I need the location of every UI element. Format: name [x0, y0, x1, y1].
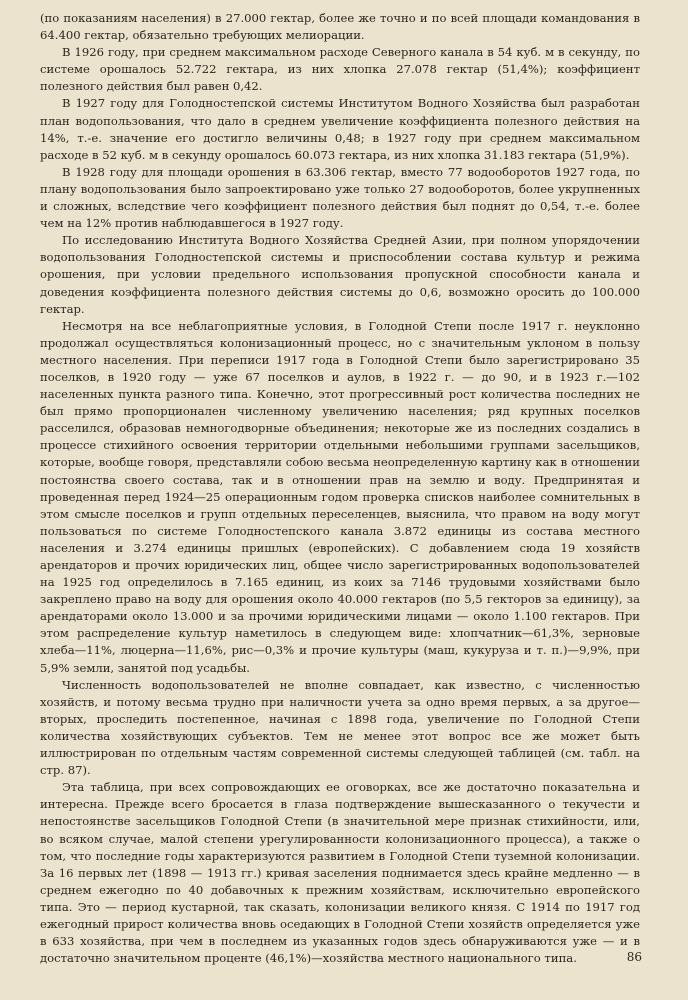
paragraph: Несмотря на все неблагоприятные условия, в Голодной Степи после 1917 г. неуклонно продолжал осуществляться колонизационный процесс, но с значительным уклоном в пользу местного населения. При переписи 1917 года в Голодной Степи было зарегистрировано 35 поселков, в 1920 году — уже 67 поселков и аулов, в 1922 г. — до 90, и в 1923 г.—102 населенных пункта разного типа. Конечно, этот прогрессивный рост количества последних не был прямо пропорционален численному увеличению населения; ряд крупных поселков расселился, образовав немногодворные объединения; некоторые же из последних создались в процессе стихийного освоения территории отдельными небольшими группами засельщиков, которые, вообще говоря, представляли собою весьма неопределенную картину как в отношении постоянства своего состава, так и в отношении прав на землю и воду. Предпринятая и проведенная перед 1924—25 операционным годом проверка списков наиболее сомнительных в этом смысле поселков и групп отдельных переселенцев, выяснила, что правом на воду могут пользоваться по системе Голодностепского канала 3.872 единицы из состава местного населения и 3.274 единицы пришлых (европейских). С добавлением сюда 19 хозяйств арендаторов и прочих юридических лиц, общее число зарегистрированных водопользователей на 1925 год определилось в 7.165 единиц, из коих за 7146 трудовыми хозяйствами было закреплено право на воду для орошения около 40.000 гектаров (по 5,5 гекторов за единицу), за арендаторами около 13.000 и за прочими юридическими лицами — около 1.100 гектаров. При этом распределение культур наметилось в следующем виде: хлопчатник—61,3%, зерновые хлеба—11%, люцерна—11,6%, рис—0,3% и прочие культуры (маш, кукуруза и т. п.)—9,9%, при 5,9% земли, занятой под усадьбы. — [40, 318, 640, 675]
body-text — [40, 10, 640, 967]
paragraph: По исследованию Института Водного Хозяйства Средней Азии, при полном упорядочении водопользования Голодностепской системы и приспособлении состава культур и режима орошения, при условии предельного использования пропускной способности канала и доведения коэффициента полезного действия системы до 0,6, возможно оросить до 100.000 гектар. — [40, 233, 640, 316]
paragraph: В 1927 году для Голодностепской системы Институтом Водного Хозяйства был разработан план водопользования, что дало в среднем увеличение коэффициента полезного действия на 14%, т.-е. значение его достигло величины 0,48; в 1927 году при среднем максимальном расходе в 52 куб. м в секунду орошалось 60.073 гектара, из них хлопка 31.183 гектара (51,9%). — [40, 96, 640, 162]
page-number: 86 — [626, 950, 642, 964]
paragraph: В 1926 году, при среднем максимальном расходе Северного канала в 54 куб. м в секунду, по системе орошалось 52.722 гектара, из них хлопка 27.078 гектар (51,4%); коэффициент полезного действия был равен 0,42. — [40, 45, 640, 94]
paragraph: (по показаниям населения) в 27.000 гектар, более же точно и по всей площади командования в 64.400 гектар, обязательно требующих мелиорации. — [40, 11, 640, 43]
paragraph: В 1928 году для площади орошения в 63.306 гектар, вместо 77 водооборотов 1927 года, по плану водопользования было запроектировано уже только 27 водооборотов, более укрупненных и сложных, вследствие чего коэффициент полезного действия был поднят до 0,54, т.-е. более чем на 12% против наблюдавшегося в 1927 году. — [40, 164, 640, 231]
paragraph: Эта таблица, при всех сопровождающих ее оговорках, все же достаточно показательна и интересна. Прежде всего бросается в глаза подтверждение вышесказанного о текучести и непостоянстве засельщиков Голодной Степи (в значительной мере признак стихийности, или, во всяком случае, малой степени урегулированности колонизационного процесса), а также о том, что последние годы характеризуются развитием в Голодной Степи туземной колонизации. За 16 первых лет (1898 — 1913 гг.) кривая заселения поднимается здесь крайне медленно — в среднем ежегодно по 40 добавочных к прежним хозяйствам, исключительно европейского типа. Это — период кустарной, так сказать, колонизации великого князя. С 1914 по 1917 год ежегодный прирост количества вновь оседающих в Голодной Степи хозяйств определяется уже в 633 хозяйства, при чем в последнем из указанных годов здесь обнаруживаются уже — и в достаточно значительном проценте (46,1%)—хозяйства местного национального типа. — [40, 780, 640, 966]
paragraph: Численность водопользователей не вполне совпадает, как известно, с численностью хозяйств, и потому весьма трудно при наличности учета за одно время первых, а за другое—вторых, проследить постепенное, начиная с 1898 года, увеличение по Голодной Степи количества хозяйствующих субъектов. Тем не менее этот вопрос все же может быть иллюстрирован по отдельным частям современной системы следующей таблицей (см. табл. на стр. 87). — [40, 677, 640, 778]
